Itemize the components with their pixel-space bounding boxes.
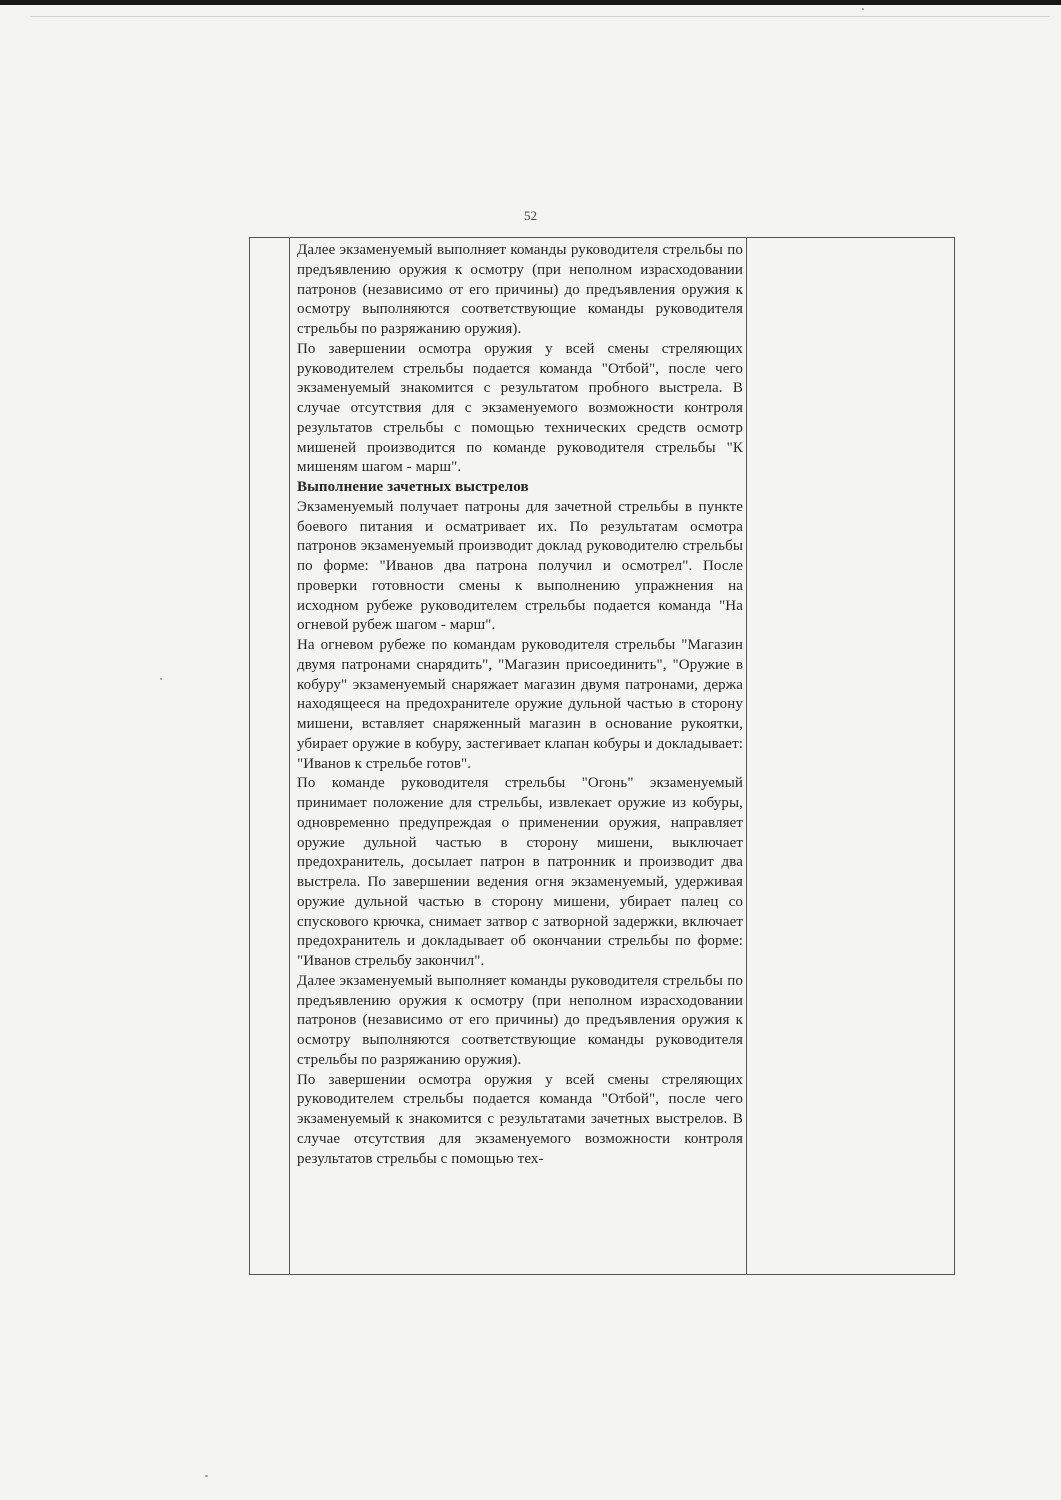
table-column-divider-left [289,238,290,1274]
paragraph-weapon-inspection: Далее экзаменуемый выполняет команды руководителя стрельбы по предъявлению оружия к осмотру (при неполном израсходовании патронов (независимо от его причины) до предъявления оружия к осмотру выполняются соответствующие команды руководителя стрельбы по разряжанию оружия). [297,242,743,337]
document-table [249,237,955,1275]
table-cell-content [297,241,743,1169]
table-column-divider-right [746,238,747,1274]
scan-fold-line [30,16,1050,17]
scan-speck [862,8,864,10]
scan-top-edge [0,0,1061,5]
paragraph-firing-line: На огневом рубеже по командам руководителя стрельбы "Магазин двумя патронами снарядить", "Магазин присоединить", "Оружие в кобуру" экзаменуемый снаряжает магазин двумя патронами, держа находящееся на предохранителе оружие дульной частью в сторону мишени, вставляет снаряженный магазин в основание рукоятки, убирает оружие в кобуру, застегивает клапан кобуры и докладывает: "Иванов к стрельбе готов". [297,637,743,772]
scan-speck [205,1475,208,1477]
paragraph-fire-command: По команде руководителя стрельбы "Огонь" экзаменуемый принимает положение для стрельбы, извлекает оружие из кобуры, одновременно предупреждая о применении оружия, направляет оружие дульной частью в сторону мишени, выключает предохранитель, досылает патрон в патронник и производит два выстрела. По завершении ведения огня экзаменуемый, удерживая оружие дульной частью в сторону мишени, убирает палец со спускового крючка, снимает затвор с затворной задержки, включает предохранитель и докладывает об окончании стрельбы по форме: "Иванов стрельбу закончил". [297,775,743,969]
paragraph-scoring-results: По завершении осмотра оружия у всей смены стреляющих руководителем стрельбы подается команда "Отбой", после чего экзаменуемый к знакомится с результатами зачетных выстрелов. В случае отсутствия для экзаменуемого возможности контроля результатов стрельбы с помощью тех- [297,1071,743,1167]
page-number: 52 [524,208,537,223]
section-heading-scoring-shots: Выполнение зачетных выстрелов [297,479,529,495]
paragraph-weapon-inspection-repeat: Далее экзаменуемый выполняет команды руководителя стрельбы по предъявлению оружия к осмотру (при неполном израсходовании патронов (независимо от его причины) до предъявления оружия к осмотру выполняются соответствующие команды руководителя стрельбы по разряжанию оружия). [297,972,743,1068]
scan-speck [160,678,162,680]
paragraph-trial-shot-results: По завершении осмотра оружия у всей смены стреляющих руководителем стрельбы подается команда "Отбой", после чего экзаменуемый знакомится с результатом пробного выстрела. В случае отсутствия для с экзаменуемого возможности контроля результатов стрельбы с помощью технических средств осмотр мишеней производится по команде руководителя стрельбы "К мишеням шагом - марш". [297,340,743,476]
paragraph-receive-cartridges: Экзаменуемый получает патроны для зачетной стрельбы в пункте боевого питания и осматривает их. По результатам осмотра патронов экзаменуемый производит доклад руководителю стрельбы по форме: "Иванов два патрона получил и осмотрел". После проверки готовности смены к выполнению упражнения на исходном рубеже руководителем стрельбы подается команда "На огневой рубеж шагом - марш". [297,498,743,634]
